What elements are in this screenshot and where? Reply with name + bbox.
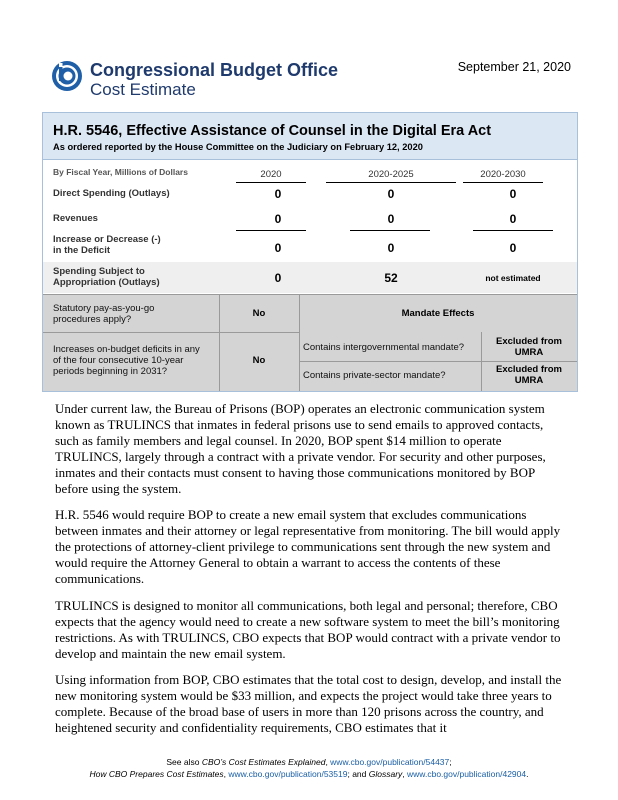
cell-direct-spending-2020: 0 [274, 187, 282, 201]
revenues-underline [473, 230, 553, 231]
row-label-deficit-line1: Increase or Decrease (-) [53, 234, 161, 245]
body-paragraph-1: Under current law, the Bureau of Prisons (BOP) operates an electronic communication system known as TRULINCS that inmates in federal prisons use to send emails to approved contacts, such as family members and legal counsel. In 2020, BOP spent $14 million to operate TRULINCS, largely through a contract with a private vendor. For security and other purposes, inmates and their contacts must consent to having those communications monitored by BOP before using the system. [55, 401, 546, 496]
footer-text: , [325, 757, 331, 767]
column-header-2020-2025: 2020-2025 [326, 169, 456, 183]
row-label-direct-spending: Direct Spending (Outlays) [53, 188, 170, 199]
deficit-answer: No [252, 355, 266, 366]
cell-spending-2020: 0 [274, 271, 282, 285]
body-paragraph-4: Using information from BOP, CBO estimates that the total cost to design, develop, and install the new monitoring system would be $33 million, and expects the project would take three years to complete. Because of the broad base of users in more than 120 prisons across the country, and heightened security and confidentiality requirements, CBO estimates that it [55, 672, 562, 735]
document-type: Cost Estimate [90, 80, 196, 99]
footer-publication-title: How CBO Prepares Cost Estimates [89, 769, 224, 779]
bill-title: H.R. 5546, Effective Assistance of Counsel in the Digital Era Act [53, 123, 492, 139]
footer-line-1 [0, 756, 618, 768]
footer-line-2 [0, 768, 618, 780]
body-paragraph-3: TRULINCS is designed to monitor all communications, both legal and personal; therefore, CBO expects that the agency would need to create a new software system to meet the bill’s monitoring restrictions. As with TRULINCS, CBO expects that BOP would contract with a private vendor to develop and maintain the new email system. [55, 598, 561, 661]
row-divider [299, 361, 577, 362]
intergovernmental-mandate-value-line2: UMRA [514, 347, 544, 358]
cell-direct-spending-2030: 0 [509, 187, 517, 201]
cell-deficit-2020: 0 [274, 241, 282, 255]
private-sector-mandate-value-line2: UMRA [514, 375, 544, 386]
cbo-logo-icon [51, 60, 83, 92]
row-label-deficit-line2: in the Deficit [53, 245, 111, 256]
cell-revenues-2025: 0 [387, 212, 395, 226]
paygo-answer: No [252, 308, 266, 319]
footer-link-54437[interactable]: www.cbo.gov/publication/54437 [330, 757, 450, 767]
footer-publication-title: Glossary [368, 769, 403, 779]
intergovernmental-mandate-value-line1: Excluded from [496, 336, 562, 347]
paygo-question-line1: Statutory pay-as-you-go [53, 303, 155, 314]
page-header [0, 0, 618, 110]
title-band [43, 113, 577, 160]
cell-revenues-2020: 0 [274, 212, 282, 226]
intergovernmental-mandate-label: Contains intergovernmental mandate? [303, 342, 465, 353]
cell-deficit-2025: 0 [387, 241, 395, 255]
row-label-spending-line1: Spending Subject to [53, 266, 145, 277]
private-sector-mandate-label: Contains private-sector mandate? [303, 370, 446, 381]
footer-text: , [402, 769, 408, 779]
mandate-effects-header: Mandate Effects [401, 308, 475, 319]
footer-text: . [526, 769, 529, 779]
footer-text: ; and [347, 769, 369, 779]
revenues-underline [350, 230, 430, 231]
deficit-question-line2: of the four consecutive 10-year [53, 355, 184, 366]
footer-text: ; [449, 757, 452, 767]
body-paragraph-2: H.R. 5546 would require BOP to create a new email system that excludes communications between inmates and their attorney or legal representative from monitoring. The bill would apply the protections of attorney-client privilege to communications sent through the new system and would require the Attorney General to obtain a warrant to access the contents of these communications. [55, 507, 561, 586]
footer-text: , [223, 769, 229, 779]
bill-subtitle: As ordered reported by the House Committee on the Judiciary on February 12, 2020 [53, 142, 423, 152]
publication-date: September 21, 2020 [457, 60, 571, 74]
deficit-question-line1: Increases on-budget deficits in any [53, 344, 200, 355]
footer-text: See also [166, 757, 202, 767]
deficit-question-line3: periods beginning in 2031? [53, 366, 168, 377]
cell-spending-2025: 52 [384, 271, 398, 285]
summary-table [42, 112, 578, 392]
cell-spending-2030: not estimated [485, 273, 541, 283]
units-label: By Fiscal Year, Millions of Dollars [53, 167, 188, 177]
footer-link-42904[interactable]: www.cbo.gov/publication/42904 [407, 769, 527, 779]
row-label-revenues: Revenues [53, 213, 98, 224]
section-divider [43, 294, 577, 295]
private-sector-mandate-value-line1: Excluded from [496, 364, 562, 375]
footer-link-53519[interactable]: www.cbo.gov/publication/53519 [228, 769, 348, 779]
agency-name: Congressional Budget Office [90, 60, 339, 80]
cell-deficit-2030: 0 [509, 241, 517, 255]
row-label-spending-line2: Appropriation (Outlays) [53, 277, 160, 288]
paygo-question-line2: procedures apply? [53, 314, 132, 325]
cell-revenues-2030: 0 [509, 212, 517, 226]
cell-direct-spending-2025: 0 [387, 187, 395, 201]
revenues-underline [236, 230, 306, 231]
column-header-2020-2030: 2020-2030 [463, 169, 543, 183]
column-header-2020: 2020 [236, 169, 306, 183]
row-divider [43, 332, 299, 333]
footer-publication-title: CBO’s Cost Estimates Explained [201, 757, 326, 767]
